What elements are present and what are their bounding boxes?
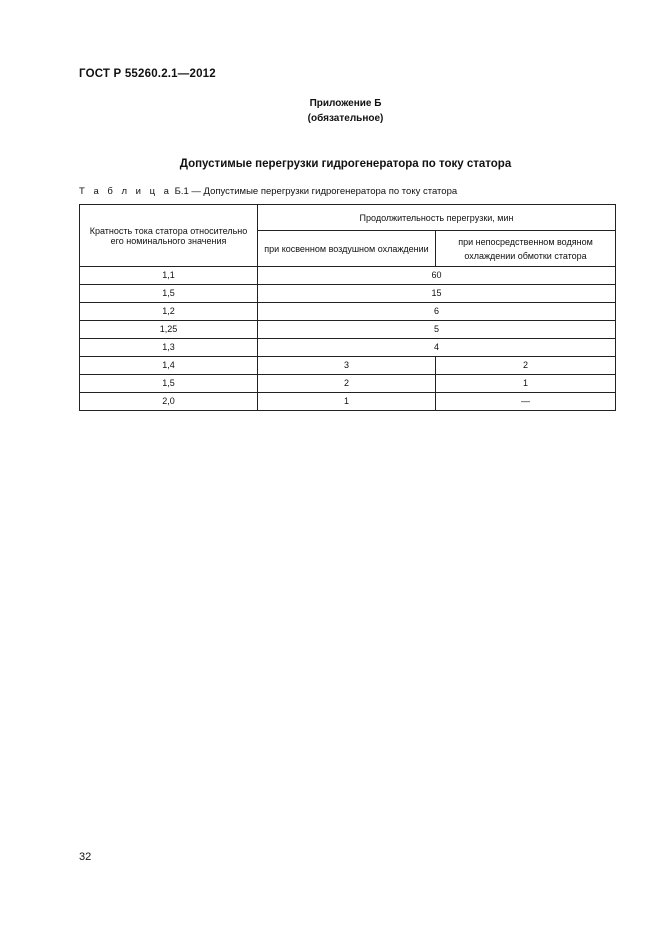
cell-direct: 2: [436, 357, 616, 375]
cell-ratio: 1,4: [80, 357, 258, 375]
cell-ratio: 2,0: [80, 393, 258, 411]
table-body: [80, 267, 616, 411]
header-indirect: при косвенном воздушном охлаждении: [258, 231, 436, 267]
cell-duration: 5: [258, 321, 616, 339]
table-row: [80, 303, 616, 321]
cell-ratio: 1,1: [80, 267, 258, 285]
overload-table: [79, 204, 616, 411]
header-duration: Продолжительность перегрузки, мин: [258, 205, 616, 231]
annex-title: Приложение Б: [309, 98, 382, 109]
cell-indirect: 1: [258, 393, 436, 411]
cell-ratio: 1,5: [80, 285, 258, 303]
cell-duration: 60: [258, 267, 616, 285]
annex-status: (обязательное): [307, 113, 384, 124]
table-row: [80, 285, 616, 303]
page-number: 32: [79, 851, 92, 863]
header-ratio: Кратность тока статора относительно его номинального значения: [80, 205, 258, 267]
table-row: [80, 393, 616, 411]
cell-duration: 4: [258, 339, 616, 357]
table-caption-prefix: Т а б л и ц а: [79, 186, 172, 197]
cell-ratio: 1,5: [80, 375, 258, 393]
cell-duration: 6: [258, 303, 616, 321]
header-direct: при непосредственном водяном охлаждении обмотки статора: [436, 231, 616, 267]
table-row: [80, 321, 616, 339]
table-row: [80, 339, 616, 357]
section-title: Допустимые перегрузки гидрогенератора по току статора: [179, 158, 512, 170]
cell-duration: 15: [258, 285, 616, 303]
table-caption-text: Б.1 — Допустимые перегрузки гидрогенератора по току статора: [174, 186, 458, 197]
cell-ratio: 1,3: [80, 339, 258, 357]
cell-ratio: 1,2: [80, 303, 258, 321]
table-row: [80, 267, 616, 285]
table-caption: [79, 186, 457, 197]
cell-ratio: 1,25: [80, 321, 258, 339]
table-row: [80, 375, 616, 393]
table-row: [80, 357, 616, 375]
cell-direct: —: [436, 393, 616, 411]
cell-indirect: 3: [258, 357, 436, 375]
cell-indirect: 2: [258, 375, 436, 393]
table-header-row: [80, 205, 616, 231]
standard-number: ГОСТ Р 55260.2.1—2012: [79, 68, 216, 80]
cell-direct: 1: [436, 375, 616, 393]
